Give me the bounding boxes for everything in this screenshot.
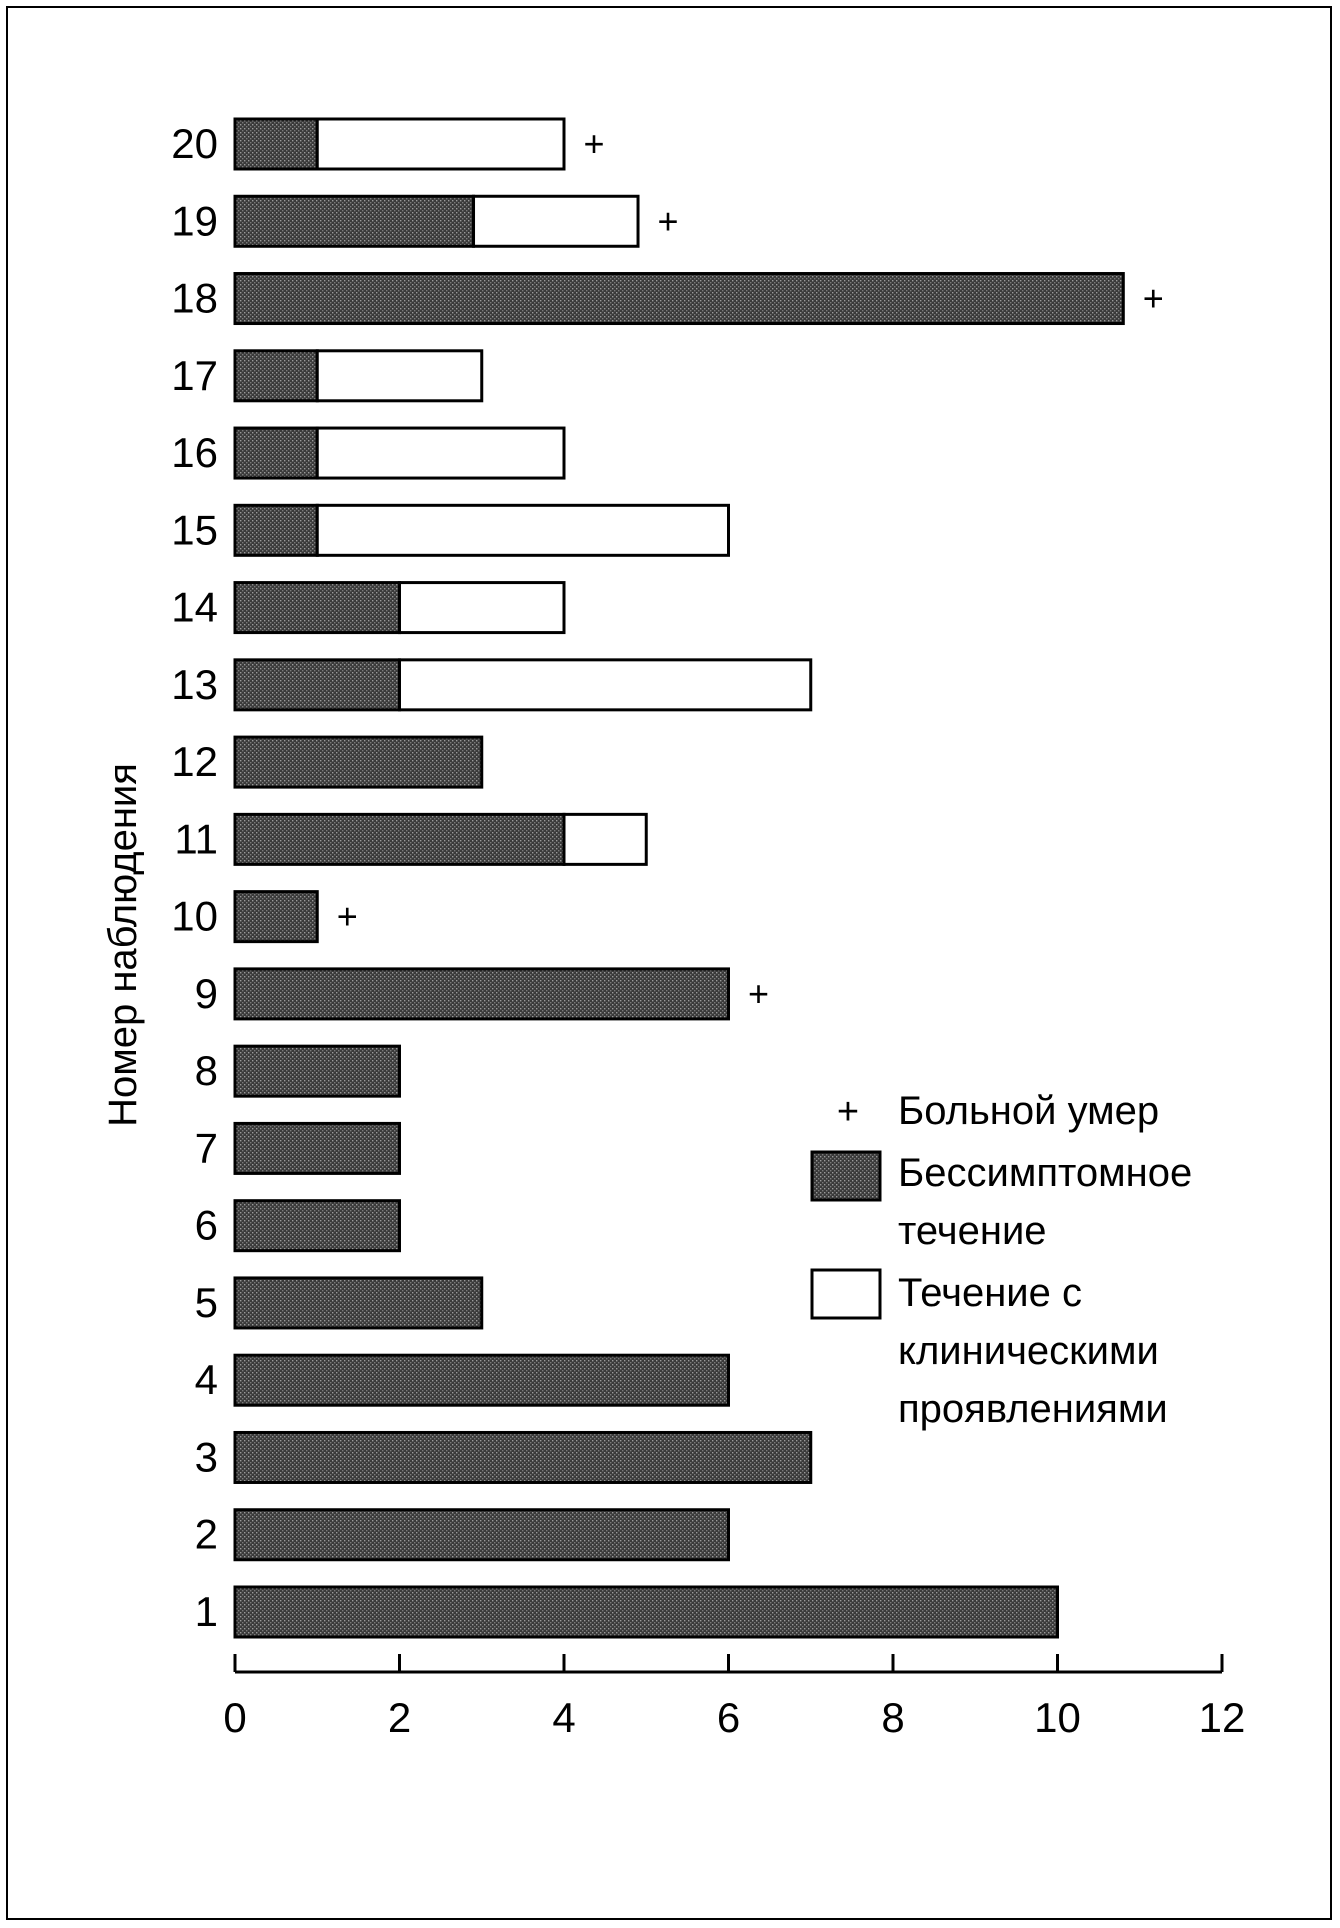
y-tick-label-1: 1 [194,1588,218,1635]
x-tick-label-0: 0 [223,1694,247,1741]
y-tick-label-12: 12 [171,738,218,786]
y-category-labels [171,120,218,1635]
bar-asymptomatic-11 [235,814,564,864]
bar-clinical-17 [317,351,482,401]
bar-asymptomatic-5 [235,1278,482,1328]
y-tick-label-16: 16 [171,429,218,477]
bar-asymptomatic-1 [235,1587,1058,1637]
x-tick-label-6: 6 [716,1694,741,1741]
bar-asymptomatic-19 [235,196,474,246]
y-tick-label-9: 9 [194,969,218,1017]
bar-asymptomatic-4 [235,1355,729,1405]
bar-asymptomatic-12 [235,737,482,787]
bar-asymptomatic-15 [235,505,317,555]
y-axis-label: Номер наблюдения [101,763,145,1127]
bar-clinical-16 [317,428,564,478]
legend-clinical-label-line-2: клиническими [898,1329,1159,1373]
bar-asymptomatic-10 [235,892,317,942]
y-tick-label-13: 13 [171,660,218,708]
x-tick-label-10: 10 [1034,1694,1081,1741]
bar-clinical-13 [400,660,811,710]
y-tick-label-10: 10 [171,892,218,940]
y-tick-label-2: 2 [194,1510,218,1558]
x-tick-label-8: 8 [881,1694,905,1741]
bar-asymptomatic-16 [235,428,317,478]
y-tick-label-6: 6 [194,1201,218,1249]
bar-clinical-11 [564,814,646,864]
bar-asymptomatic-3 [235,1432,811,1482]
legend-clinical-label-line-3: проявлениями [898,1387,1168,1431]
died-marker-9: + [747,972,770,1014]
y-tick-label-17: 17 [171,351,218,399]
y-tick-label-11: 11 [174,815,218,863]
y-tick-label-8: 8 [194,1047,218,1095]
bar-clinical-19 [474,196,639,246]
died-marker-18: + [1142,277,1164,319]
bar-asymptomatic-2 [235,1510,729,1560]
y-tick-label-15: 15 [171,506,218,554]
legend-clinical-label-line-1: Течение с [898,1271,1082,1315]
bar-asymptomatic-9 [235,969,729,1019]
y-tick-label-14: 14 [171,583,218,631]
legend-asymptomatic-label-line-2: течение [898,1209,1047,1253]
y-tick-label-7: 7 [194,1124,218,1172]
x-tick-label-12: 12 [1198,1694,1246,1741]
bar-asymptomatic-13 [235,660,400,710]
bar-asymptomatic-14 [235,583,400,633]
x-tick-label-2: 2 [387,1694,412,1741]
legend-died-symbol: + [836,1091,860,1133]
legend-asymptomatic-label-line-1: Бессимптомное [898,1151,1193,1195]
x-axis [223,1654,1245,1741]
legend-died-label: Больной умер [898,1089,1160,1133]
bar-asymptomatic-8 [235,1046,400,1096]
died-marker-10: + [336,895,358,937]
bar-asymptomatic-7 [235,1123,400,1173]
died-markers-group [337,123,1164,1014]
bar-asymptomatic-17 [235,351,317,401]
legend-clinical-swatch [812,1270,880,1318]
bar-asymptomatic-20 [235,119,317,169]
bar-clinical-20 [317,119,564,169]
y-tick-label-3: 3 [194,1433,218,1481]
died-marker-19: + [657,200,679,242]
y-tick-label-20: 20 [171,120,218,167]
legend [812,1089,1192,1431]
died-marker-20: + [583,123,605,164]
bar-clinical-14 [400,583,565,633]
y-tick-label-4: 4 [194,1356,218,1404]
legend-asymptomatic-swatch [812,1152,880,1200]
y-tick-label-5: 5 [194,1278,218,1326]
x-tick-label-4: 4 [552,1694,576,1741]
y-tick-label-18: 18 [171,274,218,322]
bar-asymptomatic-18 [235,274,1123,324]
y-tick-label-19: 19 [171,197,218,245]
bar-asymptomatic-6 [235,1201,400,1251]
bar-clinical-15 [317,505,728,555]
